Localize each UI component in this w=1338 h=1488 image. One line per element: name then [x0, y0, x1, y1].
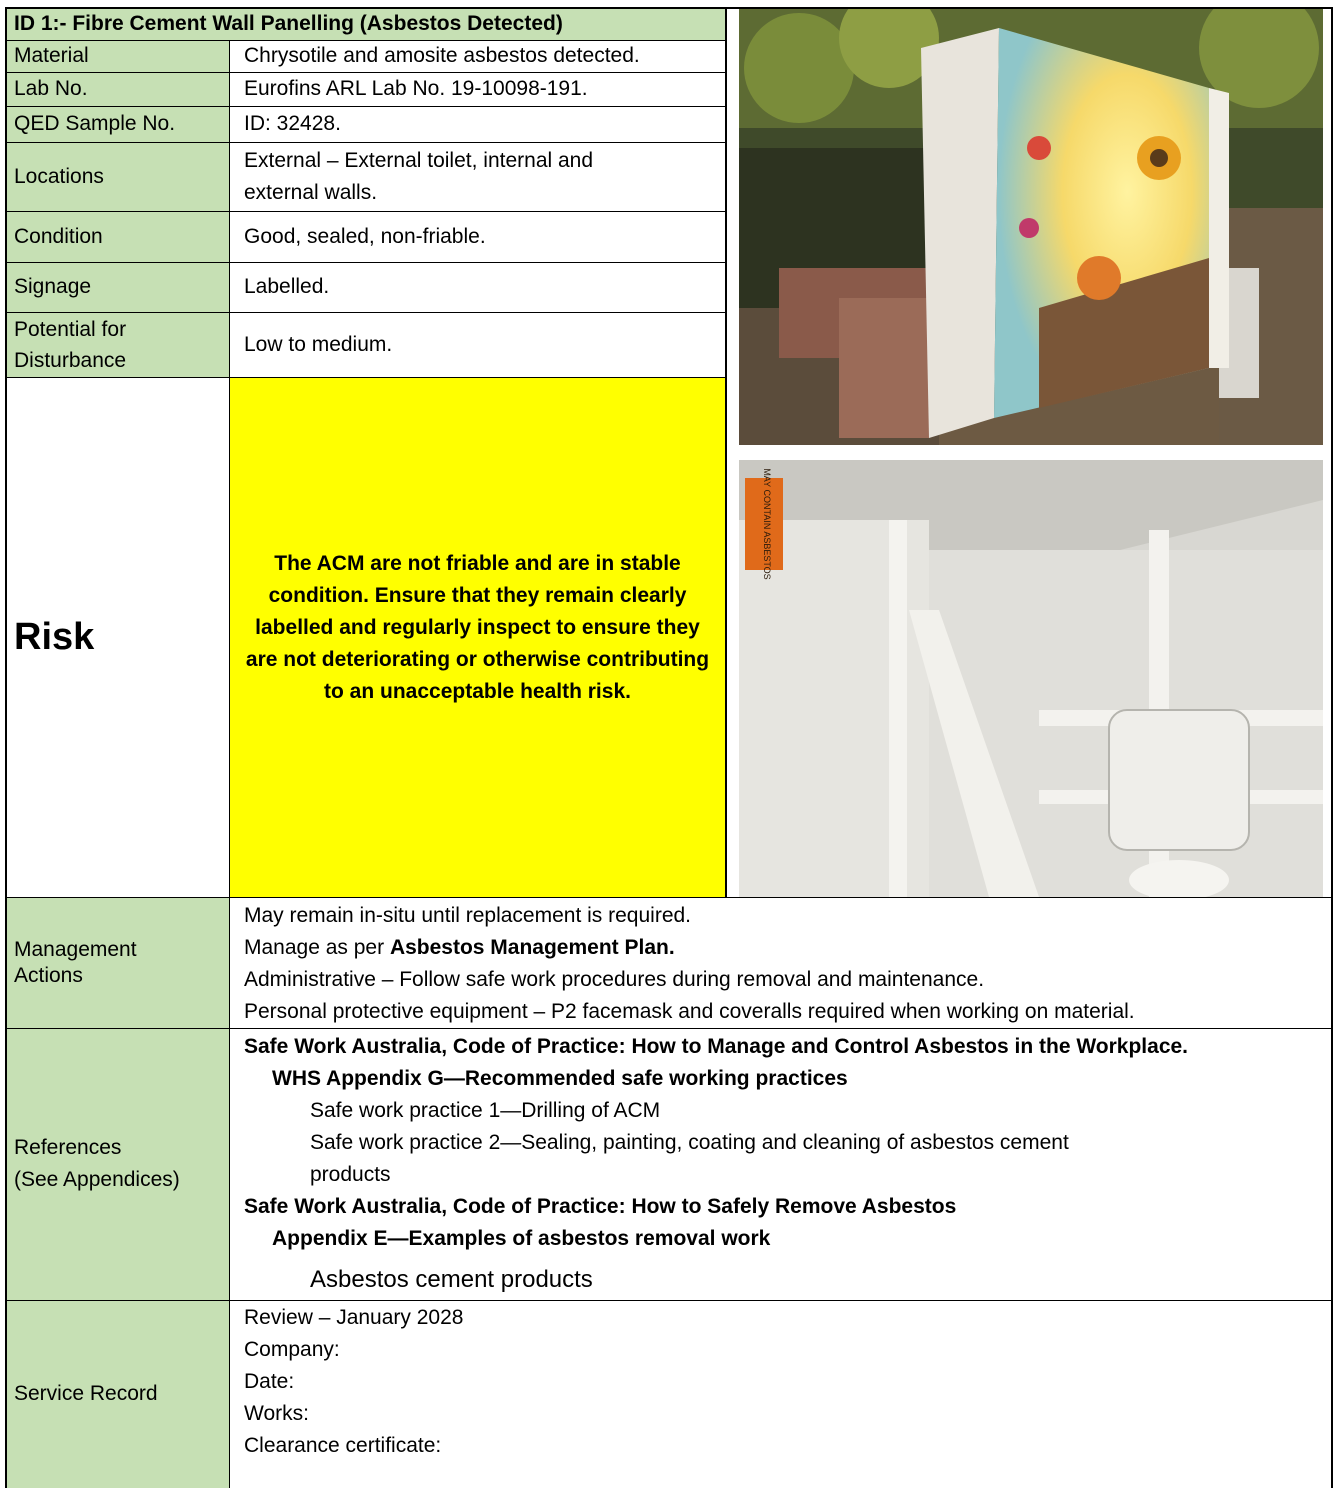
reference-line-2: WHS Appendix G—Recommended safe working practices [272, 1067, 848, 1090]
exterior-toilet-illustration [739, 8, 1323, 445]
border [6, 211, 726, 212]
reference-line-4: Safe work practice 2—Sealing, painting, coating and cleaning of asbestos cement [310, 1131, 1069, 1154]
condition-label: Condition [14, 224, 103, 248]
header-title: ID 1:- Fibre Cement Wall Panelling (Asbestos Detected) [14, 12, 563, 35]
border [6, 262, 726, 263]
lab-no-label: Lab No. [14, 77, 88, 100]
reference-line-7: Appendix E—Examples of asbestos removal work [272, 1227, 771, 1250]
lab-no-value: Eurofins ARL Lab No. 19-10098-191. [244, 77, 588, 100]
risk-statement: The ACM are not friable and are in stable condition. Ensure that they remain clearly labelled and regularly inspect to ensure they are not deteriorating or otherwise contributing to an unacceptable health risk. [245, 552, 710, 703]
potential-label: Potential for Disturbance [14, 318, 127, 372]
management-line-4: Personal protective equipment – P2 facemask and coveralls required when working on material. [244, 1000, 1135, 1023]
signage-value: Labelled. [244, 275, 330, 298]
risk-label: Risk [14, 615, 95, 658]
reference-line-1: Safe Work Australia, Code of Practice: How to Manage and Control Asbestos in the Workplace. [244, 1035, 1189, 1058]
border [6, 106, 726, 107]
references-value [244, 1031, 1334, 1300]
management-line-3: Administrative – Follow safe work procedures during removal and maintenance. [244, 968, 985, 991]
condition-value: Good, sealed, non-friable. [244, 224, 486, 248]
service-line-1: Review – January 2028 [244, 1306, 464, 1329]
signage-label: Signage [14, 275, 92, 298]
qed-sample-value: ID: 32428. [244, 112, 341, 135]
border [6, 897, 1332, 898]
border [229, 40, 230, 1488]
border [1331, 7, 1333, 1488]
locations-label: Locations [14, 164, 104, 188]
material-label: Material [14, 44, 89, 67]
border [6, 142, 726, 143]
interior-toilet-photo [739, 460, 1323, 897]
material-value: Chrysotile and amosite asbestos detected. [244, 44, 640, 67]
service-value [244, 1302, 1334, 1488]
border [5, 7, 7, 1488]
border [6, 1300, 1332, 1301]
border [6, 312, 726, 313]
border [725, 7, 727, 898]
management-line-1: May remain in-situ until replacement is required. [244, 904, 692, 927]
reference-line-8: Asbestos cement products [310, 1266, 593, 1293]
border [6, 72, 726, 73]
reference-line-3: Safe work practice 1—Drilling of ACM [310, 1099, 661, 1122]
interior-toilet-illustration [739, 460, 1323, 897]
border [6, 40, 726, 41]
service-line-5: Clearance certificate: [244, 1434, 442, 1457]
service-line-3: Date: [244, 1370, 295, 1393]
references-label: References (See Appendices) [14, 1136, 180, 1191]
reference-line-6: Safe Work Australia, Code of Practice: How to Safely Remove Asbestos [244, 1195, 957, 1218]
management-line-2: Manage as per Asbestos Management Plan. [244, 936, 675, 959]
exterior-toilet-photo [739, 8, 1323, 445]
risk-statement-box [230, 377, 725, 897]
asbestos-warning-sign: MAY CONTAIN ASBESTOS [762, 468, 772, 580]
management-value [244, 900, 1334, 1028]
locations-value: External – External toilet, internal and external walls. [244, 149, 594, 204]
management-label: Management Actions [14, 937, 137, 987]
header-row [6, 8, 725, 40]
service-line-2: Company: [244, 1338, 340, 1361]
qed-sample-label: QED Sample No. [14, 112, 176, 135]
border [6, 377, 726, 378]
potential-value: Low to medium. [244, 332, 393, 356]
reference-line-5: products [310, 1163, 391, 1186]
service-label: Service Record [14, 1382, 158, 1405]
service-line-4: Works: [244, 1402, 309, 1425]
border [6, 7, 1332, 9]
border [6, 1028, 1332, 1029]
